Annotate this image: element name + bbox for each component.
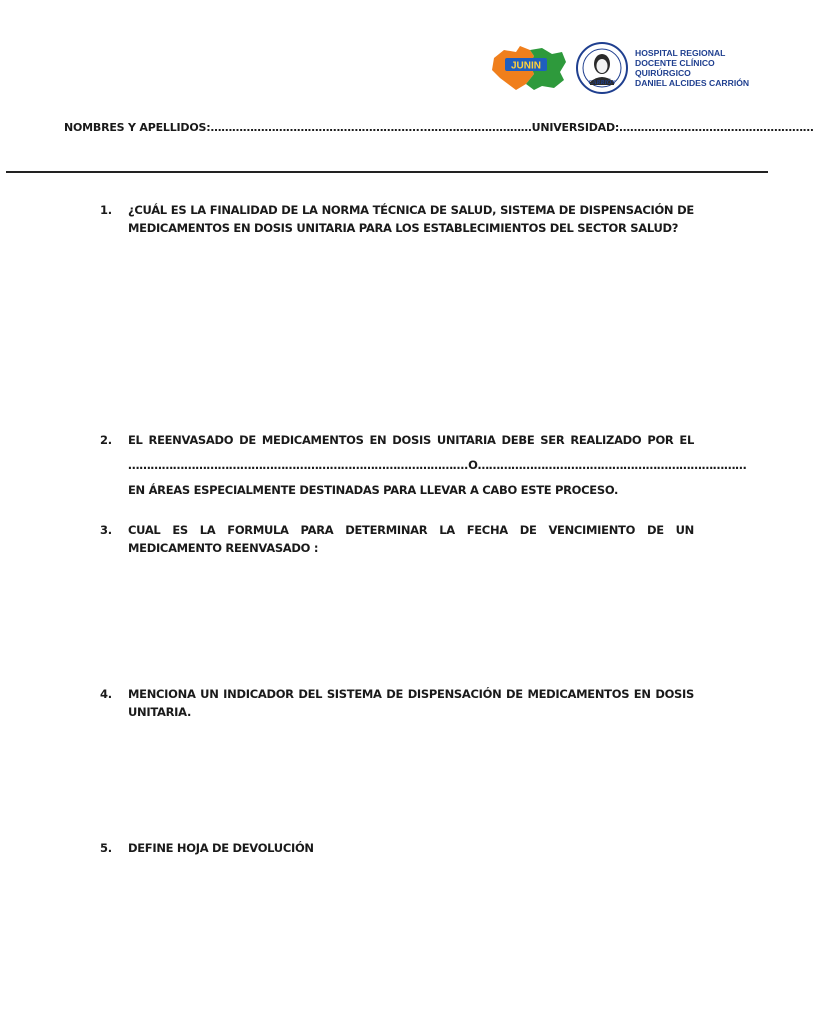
question-text-start: EL REENVASADO DE MEDICAMENTOS EN DOSIS UNITARIA DEBE SER REALIZADO POR EL [128, 433, 694, 447]
hospital-line: HOSPITAL REGIONAL [635, 48, 726, 58]
hospital-name [635, 48, 765, 88]
question-text: CUAL ES LA FORMULA PARA DETERMINAR LA FECHA DE VENCIMIENTO DE UN MEDICAMENTO REENVASADO : [128, 523, 694, 555]
question-text: ¿CUÁL ES LA FINALIDAD DE LA NORMA TÉCNICA DE SALUD, SISTEMA DE DISPENSACIÓN DE MEDICAMENTOS EN DOSIS UNITARIA PARA LOS ESTABLECIMIENTOS DEL SECTOR SALUD? [128, 203, 694, 235]
university-label: UNIVERSIDAD: [531, 121, 620, 134]
name-blank: …………………………………………………..………………………… [210, 121, 532, 134]
junin-region-logo [490, 44, 568, 92]
question-number: 5. [100, 841, 112, 855]
university-blank: ……………………………………………… [619, 121, 814, 134]
question-text-end: EN ÁREAS ESPECIALMENTE DESTINADAS PARA LLEVAR A CABO ESTE PROCESO. [128, 483, 619, 497]
answer-blank-2: ……………………………………………………………… [477, 458, 747, 472]
question-number: 2. [100, 433, 112, 447]
question-number: 4. [100, 687, 112, 701]
seal-text: CARRIÓN [588, 80, 616, 86]
question-text: MENCIONA UN INDICADOR DEL SISTEMA DE DISPENSACIÓN DE MEDICAMENTOS EN DOSIS UNITARIA. [128, 687, 694, 719]
header-logos [490, 40, 760, 100]
name-label: NOMBRES Y APELLIDOS: [64, 121, 211, 134]
connector-text: O [468, 458, 478, 472]
hospital-seal [576, 42, 628, 94]
answer-blank-1: ………………………………………………………………………………. [128, 458, 469, 472]
hospital-line: DOCENTE CLÍNICO [635, 58, 715, 68]
question-number: 3. [100, 523, 112, 537]
student-info-line [64, 121, 814, 134]
header-divider [6, 171, 768, 173]
hospital-line: QUIRÚRGICO [635, 68, 691, 78]
question-number: 1. [100, 203, 112, 217]
question-text: DEFINE HOJA DE DEVOLUCIÓN [128, 841, 314, 855]
region-logo-text: JUNIN [510, 60, 542, 72]
question-text [128, 428, 747, 503]
hospital-line: DANIEL ALCIDES CARRIÓN [635, 78, 750, 88]
